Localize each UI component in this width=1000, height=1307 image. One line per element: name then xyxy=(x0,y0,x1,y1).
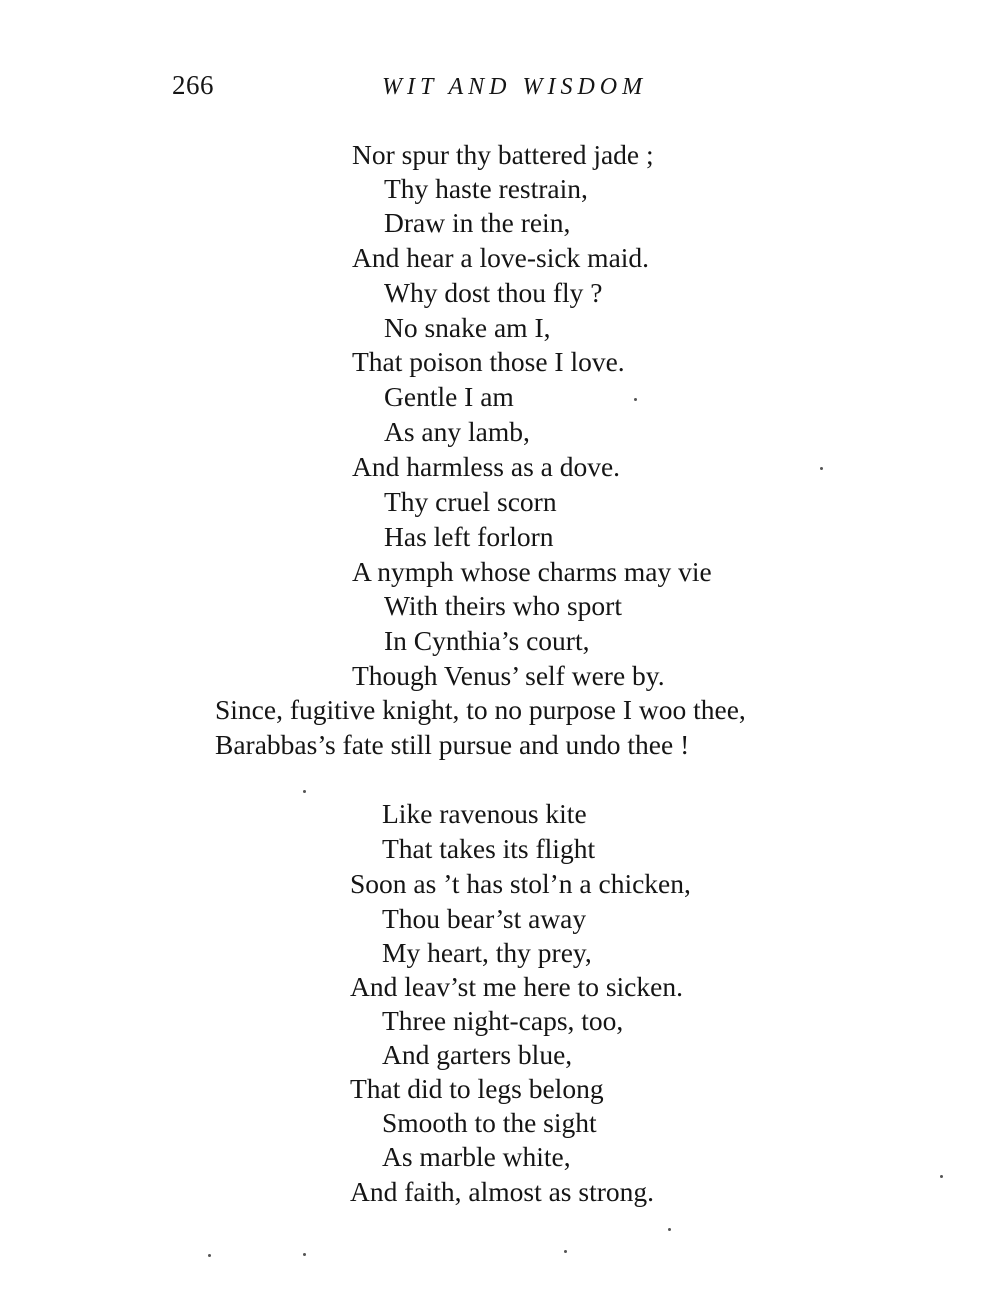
verse-line: As any lamb, xyxy=(384,416,530,447)
verse-line: And leav’st me here to sicken. xyxy=(350,971,683,1002)
verse-line: That did to legs belong xyxy=(350,1073,604,1104)
verse-line: And hear a love-sick maid. xyxy=(352,242,650,273)
scan-speck xyxy=(940,1175,943,1178)
page-number: 266 xyxy=(172,70,214,100)
verse-line: And harmless as a dove. xyxy=(352,451,621,482)
verse-line: Soon as ’t has stol’n a chicken, xyxy=(350,868,691,899)
running-title: WIT AND WISDOM xyxy=(382,74,648,100)
verse-line: That poison those I love. xyxy=(352,346,625,377)
verse-line: A nymph whose charms may vie xyxy=(352,556,712,587)
verse-line: That takes its flight xyxy=(382,833,596,864)
refrain-line: Since, fugitive knight, to no purpose I woo thee, xyxy=(215,694,746,725)
scan-speck xyxy=(208,1254,211,1257)
verse-line: Though Venus’ self were by. xyxy=(352,660,665,691)
scan-speck xyxy=(634,398,637,401)
scan-speck xyxy=(820,467,823,470)
scan-speck xyxy=(303,790,306,793)
verse-line: Gentle I am xyxy=(384,381,514,412)
verse-line: Like ravenous kite xyxy=(382,798,587,829)
verse-line: Three night-caps, too, xyxy=(382,1005,624,1036)
verse-line: Nor spur thy battered jade ; xyxy=(352,139,654,170)
verse-line: And faith, almost as strong. xyxy=(350,1176,654,1207)
verse-line: Smooth to the sight xyxy=(382,1107,597,1138)
verse-line: Draw in the rein, xyxy=(384,207,571,238)
verse-line: Thy haste restrain, xyxy=(384,173,588,204)
verse-line: Thy cruel scorn xyxy=(384,486,557,517)
scan-speck xyxy=(303,1253,306,1256)
verse-line: And garters blue, xyxy=(382,1039,573,1070)
scan-speck xyxy=(668,1228,671,1231)
verse-line: Has left forlorn xyxy=(384,521,554,552)
refrain-line: Barabbas’s fate still pursue and undo thee ! xyxy=(215,729,690,760)
scan-speck xyxy=(564,1250,567,1253)
verse-line: With theirs who sport xyxy=(384,590,622,621)
verse-line: No snake am I, xyxy=(384,312,551,343)
verse-line: My heart, thy prey, xyxy=(382,937,592,968)
verse-line: Thou bear’st away xyxy=(382,903,587,934)
verse-line: As marble white, xyxy=(382,1141,571,1172)
verse-line: In Cynthia’s court, xyxy=(384,625,590,656)
verse-line: Why dost thou fly ? xyxy=(384,277,603,308)
